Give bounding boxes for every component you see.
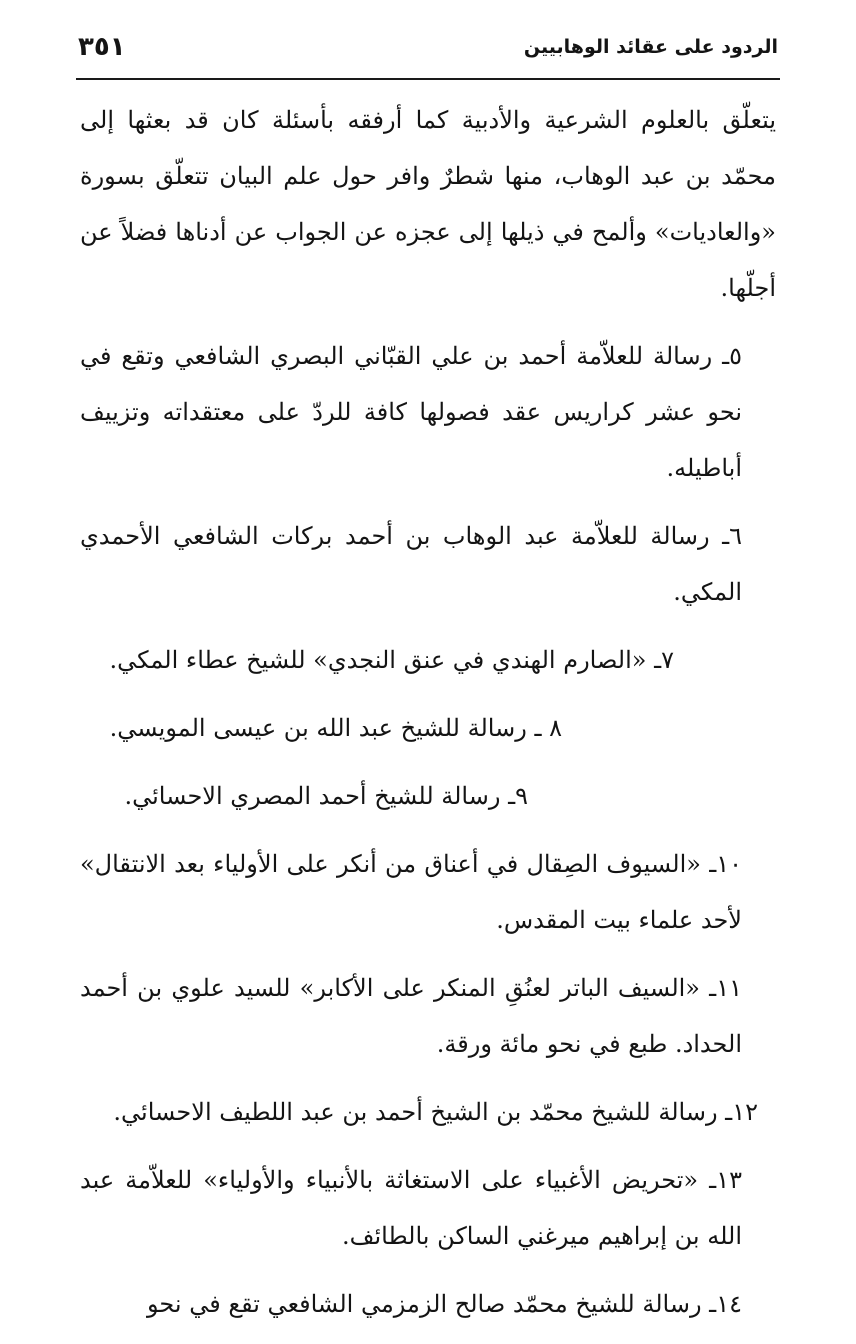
list-item-7: ٧ـ «الصارم الهندي في عنق النجدي» للشيخ عطاء المكي. — [109, 646, 674, 674]
list-item-13: ١٣ـ «تحريض الأغبياء على الاستغاثة بالأنبياء والأولياء» للعلاّمة عبد الله بن إبراهيم ميرغني الساكن بالطائف. — [80, 1166, 742, 1250]
list-item-6: ٦ـ رسالة للعلاّمة عبد الوهاب بن أحمد بركات الشافعي الأحمدي المكي. — [80, 522, 742, 606]
list-item-9: ٩ـ رسالة للشيخ أحمد المصري الاحسائي. — [124, 782, 528, 810]
list-item-12: ١٢ـ رسالة للشيخ محمّد بن الشيخ أحمد بن عبد اللطيف الاحسائي. — [113, 1098, 758, 1126]
list-item-8: ٨ ـ رسالة للشيخ عبد الله بن عيسى المويسي. — [109, 714, 562, 742]
list-item-10: ١٠ـ «السيوف الصِقال في أعناق من أنكر على الأولياء بعد الانتقال» لأحد علماء بيت المقدس. — [80, 850, 742, 934]
list-item-11: ١١ـ «السيف الباتر لعنُقِ المنكر على الأكابر» للسيد علوي بن أحمد الحداد. طبع في نحو مائة ورقة. — [80, 974, 742, 1058]
running-title: الردود على عقائد الوهابيين — [523, 36, 778, 58]
page-number: ٣٥١ — [78, 32, 126, 62]
header-divider — [76, 78, 780, 80]
running-header — [78, 30, 778, 70]
list-item-5: ٥ـ رسالة للعلاّمة أحمد بن علي القبّاني البصري الشافعي وتقع في نحو عشر كراريس عقد فصولها كافة للردّ على معتقداته وتزييف أباطيله. — [80, 342, 742, 482]
list-item-14: ١٤ـ رسالة للشيخ محمّد صالح الزمزمي الشافعي تقع في نحو — [147, 1290, 742, 1318]
paragraph-continuation: يتعلّق بالعلوم الشرعية والأدبية كما أرفقه بأسئلة كان قد بعثها إلى محمّد بن عبد الوهاب، منها شطرٌ وافر حول علم البيان تتعلّق بسورة «والعاديات» وألمح في ذيلها إلى عجزه عن الجواب عن أدناها فضلاً عن أجلّها. — [80, 106, 776, 302]
page-body — [80, 92, 776, 1344]
